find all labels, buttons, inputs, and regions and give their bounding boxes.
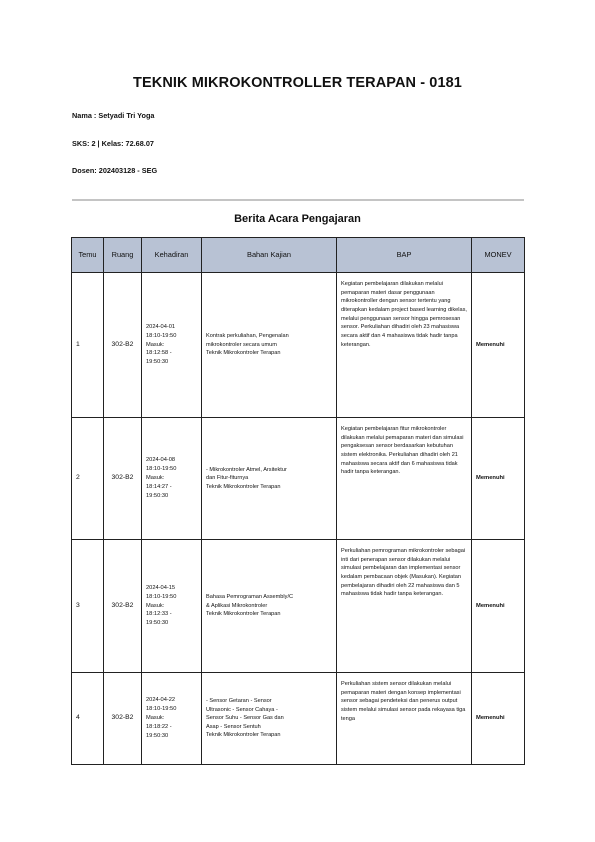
cell-bap <box>337 540 472 673</box>
table-row <box>72 418 525 540</box>
header-kehadiran: Kehadiran <box>142 238 202 273</box>
kehadiran-line: Masuk: <box>146 341 165 348</box>
header-monev: MONEV <box>472 238 525 273</box>
kehadiran-line: 19:50:30 <box>146 620 169 627</box>
cell-temu: 1 <box>72 273 104 418</box>
bap-text: Perkuliahan sistem sensor dilakukan melalui pemaparan materi dengan konsep implementasi sensor sebagai pendeteksi dan penerus output sistem melalui simulasi sensor pada rekayasa tiga tenga <box>341 681 466 722</box>
section-title: Berita Acara Pengajaran <box>234 213 361 225</box>
bahan-line: Teknik Mikrokontroler Terapan <box>206 483 281 490</box>
table-header-row <box>72 238 525 273</box>
cell-bap <box>337 273 472 418</box>
cell-temu: 4 <box>72 673 104 765</box>
cell-bahan-kajian <box>202 418 337 540</box>
cell-ruang: 302-B2 <box>104 673 142 765</box>
bahan-line: Ultrasonic - Sensor Cahaya - <box>206 706 278 713</box>
kehadiran-line: 2024-04-08 <box>146 457 176 464</box>
cell-monev: Memenuhi <box>472 418 525 540</box>
cell-bap <box>337 673 472 765</box>
table-row <box>72 273 525 418</box>
cell-bap <box>337 418 472 540</box>
header-temu: Temu <box>72 238 104 273</box>
cell-bahan-kajian <box>202 273 337 418</box>
bahan-line: - Sensor Getaran - Sensor <box>206 697 272 704</box>
kehadiran-line: Masuk: <box>146 715 165 722</box>
kehadiran-line: 2024-04-22 <box>146 697 176 704</box>
student-name: Nama : Setyadi Tri Yoga <box>72 111 155 120</box>
cell-monev: Memenuhi <box>472 540 525 673</box>
cell-kehadiran <box>142 273 202 418</box>
cell-kehadiran <box>142 418 202 540</box>
kehadiran-line: 18:10-19:50 <box>146 593 177 600</box>
kehadiran-line: 2024-04-15 <box>146 584 176 591</box>
kehadiran-line: 18:12:58 - <box>146 350 172 357</box>
cell-kehadiran <box>142 673 202 765</box>
bap-text: Kegiatan pembelajaran fitur mikrokontroler dilakukan melalui pemaparan materi dan simulasi pengaksesan sensor berdasarkan kebutuhan sistem elektronika. Perkuliahan dihadiri oleh 21 mahasiswa secara aktif dan 6 mahasiswa tidak hadir tanpa keterangan. <box>341 426 464 476</box>
cell-kehadiran <box>142 540 202 673</box>
bap-text: Kegiatan pembelajaran dilakukan melalui pemaparan materi dasar penggunaan mikrokontroller dengan sensor tertentu yang diterapkan kedalam project based learning dikelas, melalui penggunaan sensor hingga pemrosesan sensor. Perkuliahan dihadiri oleh 23 mahasiswa secara aktif dan 4 mahasiswa tidak hadir tanpa keterangan. <box>341 281 467 348</box>
bahan-line: Teknik Mikrokontroler Terapan <box>206 611 281 618</box>
kehadiran-line: 2024-04-01 <box>146 323 176 330</box>
cell-monev: Memenuhi <box>472 673 525 765</box>
kehadiran-line: 18:12:33 - <box>146 611 172 618</box>
table-row <box>72 540 525 673</box>
bahan-line: dan Fitur-fiturnya <box>206 475 249 482</box>
cell-ruang: 302-B2 <box>104 540 142 673</box>
table-row <box>72 673 525 765</box>
bahan-line: - Mikrokontroler Atmel, Arsitektur <box>206 466 287 473</box>
bahan-line: Teknik Mikrokontroler Terapan <box>206 350 281 357</box>
header-bap: BAP <box>337 238 472 273</box>
header-ruang: Ruang <box>104 238 142 273</box>
kehadiran-line: Masuk: <box>146 602 165 609</box>
sks-kelas: SKS: 2 | Kelas: 72.68.07 <box>72 139 154 148</box>
page-title: TEKNIK MIKROKONTROLLER TERAPAN - 0181 <box>133 75 462 91</box>
kehadiran-line: 19:50:30 <box>146 359 169 366</box>
kehadiran-line: 18:18:22 - <box>146 723 172 730</box>
cell-monev: Memenuhi <box>472 273 525 418</box>
header-bahan-kajian: Bahan Kajian <box>202 238 337 273</box>
dosen: Dosen: 202403128 - SEG <box>72 166 158 175</box>
bahan-line: Asap - Sensor Sentuh <box>206 723 261 730</box>
kehadiran-line: 19:50:30 <box>146 732 169 739</box>
cell-ruang: 302-B2 <box>104 418 142 540</box>
cell-bahan-kajian <box>202 540 337 673</box>
bahan-line: Kontrak perkuliahan, Pengenalan <box>206 333 289 340</box>
kehadiran-line: 19:50:30 <box>146 492 169 499</box>
cell-bahan-kajian <box>202 673 337 765</box>
bahan-line: Bahasa Pemrograman Assembly/C <box>206 594 294 601</box>
bahan-line: Teknik Mikrokontroler Terapan <box>206 732 281 739</box>
divider <box>72 199 524 201</box>
bahan-line: mikrokontroler secara umum <box>206 341 277 348</box>
cell-ruang: 302-B2 <box>104 273 142 418</box>
kehadiran-line: Masuk: <box>146 475 165 482</box>
cell-temu: 3 <box>72 540 104 673</box>
kehadiran-line: 18:10-19:50 <box>146 706 177 713</box>
kehadiran-line: 18:14:27 - <box>146 483 172 490</box>
kehadiran-line: 18:10-19:50 <box>146 332 177 339</box>
kehadiran-line: 18:10-19:50 <box>146 466 177 473</box>
bahan-line: Sensor Suhu - Sensor Gas dan <box>206 715 284 722</box>
bahan-line: & Aplikasi Mikrokontroler <box>206 602 268 609</box>
cell-temu: 2 <box>72 418 104 540</box>
bap-text: Perkuliahan pemrograman mikrokontroler sebagai inti dari penerapan sensor dilakukan melalui simulasi pembelajaran dan implementasi sensor kedalam pembacaan objek (Masukan). Kegiatan pembelajaran dihadiri oleh 22 mahasiswa dan 5 mahasiswa tidak hadir tanpa keterangan. <box>341 548 466 598</box>
bap-table <box>71 237 525 765</box>
